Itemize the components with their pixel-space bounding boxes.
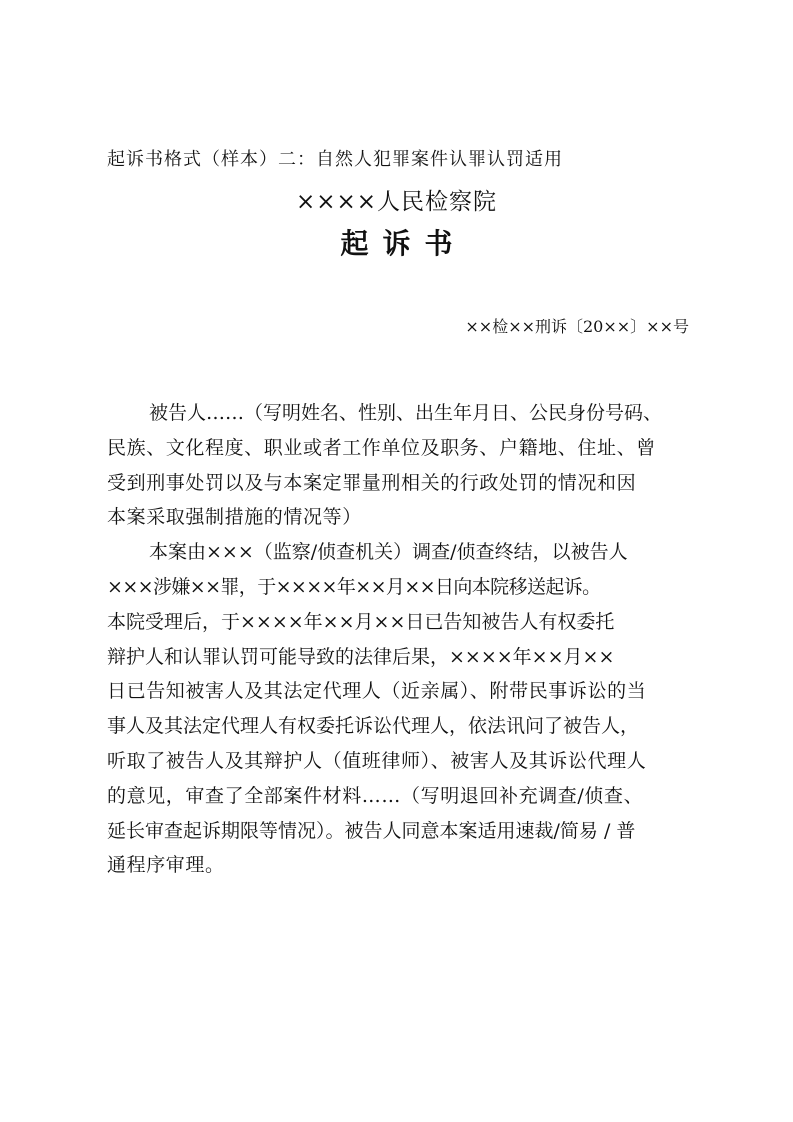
body-line: 事人及其法定代理人有权委托诉讼代理人，依法讯问了被告人， [107, 715, 640, 738]
body-line: 通程序审理。 [107, 854, 225, 877]
body-line: 听取了被告人及其辩护人（值班律师）、被害人及其诉讼代理人 [107, 749, 647, 772]
body-line: 延长审查起诉期限等情况）。被告人同意本案适用速裁/简易 / 普 [107, 819, 636, 842]
body-line: 受到刑事处罚以及与本案定罪量刑相关的行政处罚的情况和因 [107, 471, 637, 494]
body-line: 被告人……（写明姓名、性别、出生年月日、公民身份号码、 [149, 402, 663, 424]
body-line: 本案由×××（监察/侦查机关）调查/侦查终结，以被告人 [149, 541, 628, 564]
body-line: 日已告知被害人及其法定代理人（近亲属）、附带民事诉讼的当 [107, 680, 647, 703]
body-line: ×××涉嫌××罪，于××××年××月××日向本院移送起诉。 [107, 575, 601, 598]
body-line: 本院受理后，于××××年××月××日已告知被告人有权委托 [107, 610, 615, 633]
document-number: ××检××刑诉〔20××〕××号 [465, 317, 689, 336]
body-line: 本案采取强制措施的情况等） [107, 506, 362, 529]
body-line: 的意见，审查了全部案件材料……（写明退回补充调查/侦查、 [107, 784, 644, 807]
document-title: 起诉书 [340, 227, 467, 260]
body-line: 辩护人和认罪认罚可能导致的法律后果，××××年××月×× [107, 645, 615, 668]
body-text [107, 396, 697, 883]
template-caption: 起诉书格式（样本）二：自然人犯罪案件认罪认罚适用 [107, 149, 563, 170]
procuratorate-name: ××××人民检察院 [295, 189, 498, 215]
body-line: 民族、文化程度、职业或者工作单位及职务、户籍地、住址、曾 [107, 436, 656, 459]
